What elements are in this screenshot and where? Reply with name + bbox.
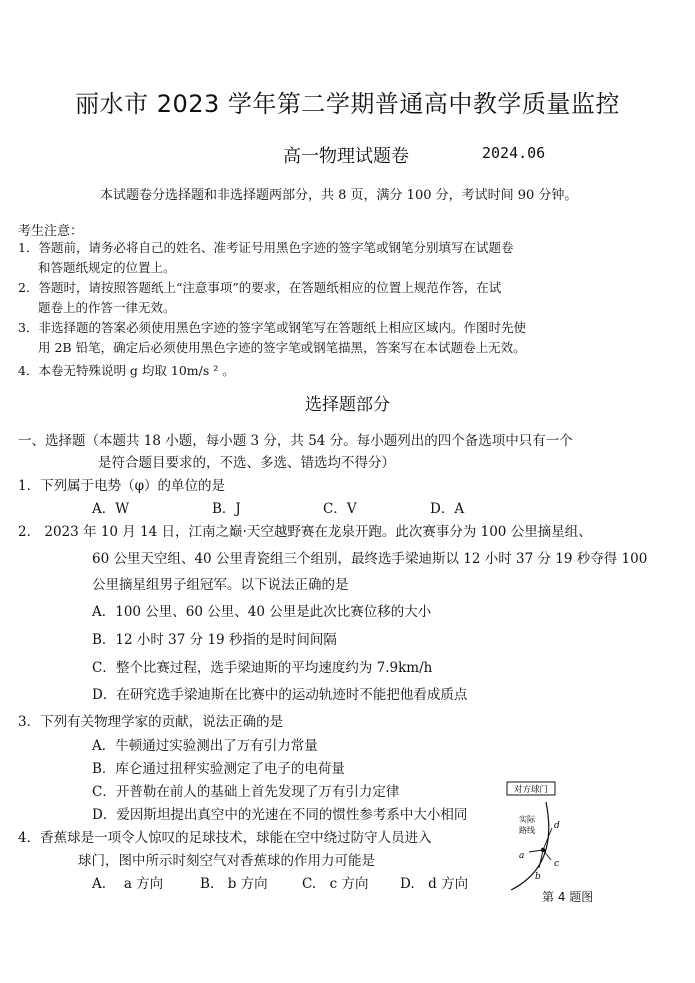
question-2-stem: 60 公里天空组、40 公里青瓷组三个组别，最终选手梁迪斯以 12 小时 37 分 19 秒夺得 100 — [92, 551, 648, 567]
q1-option-a: A．W — [92, 501, 130, 517]
path-label: 实际 — [519, 815, 535, 824]
question-4-stem: 4．香蕉球是一项令人惊叹的足球技术，球能在空中绕过防守人员进入 — [18, 830, 432, 846]
q3-option-d: D．爱因斯坦提出真空中的光速在不同的惯性参考系中大小相同 — [92, 807, 468, 823]
notice-line: 3．非选择题的答案必须使用黑色字迹的签字笔或钢笔写在答题纸上相应区域内。作图时先使 — [18, 320, 526, 335]
q4-option-a: A. a 方向 — [92, 876, 164, 892]
q2-option-d: D．在研究选手梁迪斯在比赛中的运动轨迹时不能把他看成质点 — [92, 687, 468, 703]
intro-text: 本试题卷分选择题和非选择题两部分，共 8 页，满分 100 分，考试时间 90 分钟。 — [100, 188, 578, 203]
page-title: 丽水市 2023 学年第二学期普通高中教学质量监控 — [75, 90, 620, 118]
notice-line: 1．答题前，请务必将自己的姓名、准考证号用黑色字迹的签字笔或钢笔分别填写在试题卷 — [18, 240, 514, 255]
q1-option-c: C．V — [323, 501, 357, 517]
label-b: b — [535, 872, 541, 882]
q2-option-b: B．12 小时 37 分 19 秒指的是时间间隔 — [92, 632, 337, 648]
notice-line: 4．本卷无特殊说明 g 均取 10m/s ² 。 — [18, 363, 235, 378]
part-instruction: 是符合题目要求的，不选、多选、错选均不得分） — [98, 455, 395, 471]
q4-option-d: D. d 方向 — [400, 876, 469, 892]
q2-option-a: A．100 公里、60 公里、40 公里是此次比赛位移的大小 — [92, 604, 432, 620]
question-2-stem: 公里摘星组男子组冠军。以下说法正确的是 — [92, 577, 349, 593]
q4-option-b: B. b 方向 — [200, 876, 268, 892]
q4-option-c: C. c 方向 — [302, 876, 369, 892]
question-1-stem: 1．下列属于电势（φ）的单位的是 — [18, 478, 226, 494]
notice-heading: 考生注意： — [18, 224, 84, 239]
section-title: 选择题部分 — [305, 395, 390, 415]
goal-label: 对方球门 — [513, 785, 549, 795]
arrow-a — [529, 850, 543, 852]
q2-option-c: C．整个比赛过程，选手梁迪斯的平均速度约为 7.9km/h — [92, 660, 433, 676]
q3-option-a: A．牛顿通过实验测出了万有引力常量 — [92, 738, 318, 754]
notice-line: 和答题纸规定的位置上。 — [38, 260, 176, 275]
question-2-stem: 2． 2023 年 10 月 14 日，江南之巅·天空越野赛在龙泉开跑。此次赛事分为 100 公里摘星组、 — [18, 524, 592, 540]
label-a: a — [519, 851, 525, 861]
arrow-d — [543, 828, 552, 850]
label-c: c — [554, 859, 560, 869]
question-4-stem: 球门，图中所示时刻空气对香蕉球的作用力可能是 — [78, 853, 375, 869]
question-3-stem: 3．下列有关物理学家的贡献，说法正确的是 — [18, 714, 284, 730]
q1-option-d: D．A — [430, 501, 465, 517]
exam-date: 2024.06 — [482, 144, 546, 162]
label-d: d — [554, 821, 560, 831]
notice-line: 题卷上的作答一律无效。 — [38, 300, 176, 315]
notice-line: 2．答题时，请按照答题纸上“注意事项”的要求，在答题纸相应的位置上规范作答，在试 — [18, 280, 502, 295]
part-instruction: 一、选择题（本题共 18 小题，每小题 3 分，共 54 分。每小题列出的四个备选项中只有一个 — [18, 433, 573, 449]
q1-option-b: B．J — [212, 501, 241, 517]
figure-caption: 第 4 题图 — [542, 890, 594, 904]
paper-subtitle: 高一物理试题卷 — [283, 146, 409, 167]
q3-option-c: C．开普勒在前人的基础上首先发现了万有引力定律 — [92, 784, 400, 800]
q3-option-b: B．库仑通过扭秤实验测定了电子的电荷量 — [92, 761, 345, 777]
notice-line: 用 2B 铅笔，确定后必须使用黑色字迹的签字笔或钢笔描黑，答案写在本试题卷上无效。 — [38, 340, 526, 355]
path-label: 路线 — [519, 826, 535, 835]
